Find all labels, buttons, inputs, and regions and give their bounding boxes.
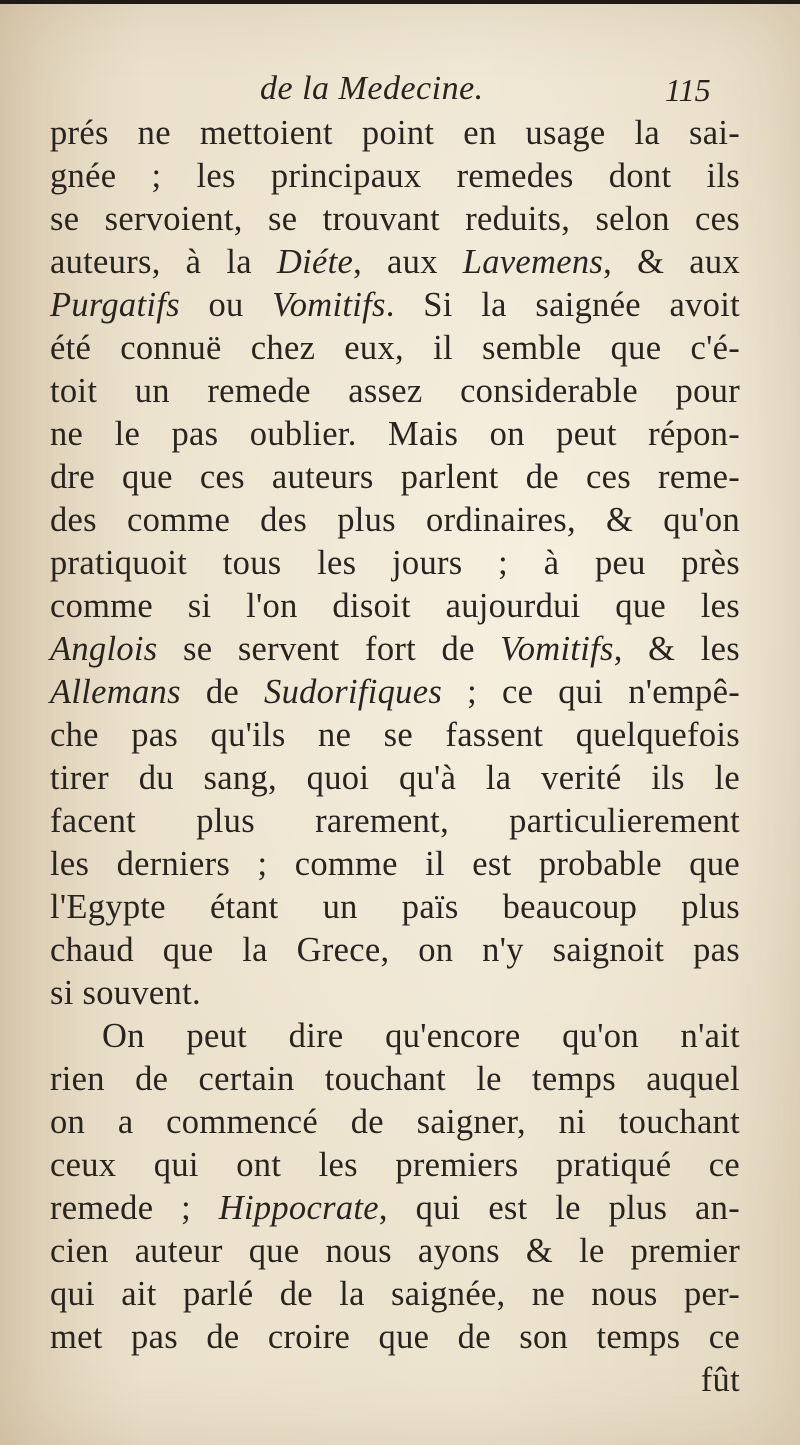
text-line: on a commencé de saigner, ni touchant bbox=[50, 1103, 740, 1141]
text-line: gnée ; les principaux remedes dont ils bbox=[50, 157, 740, 195]
text-line bbox=[50, 284, 740, 327]
text-line: été connuë chez eux, il semble que c'é- bbox=[50, 329, 740, 367]
body-text bbox=[50, 112, 740, 1402]
text-run: , & aux bbox=[603, 243, 740, 281]
italic-term: Purgatifs bbox=[50, 286, 180, 324]
text-line bbox=[50, 628, 740, 671]
italic-term: Sudorifiques bbox=[264, 673, 443, 711]
text-line: comme si l'on disoit aujourdui que les bbox=[50, 587, 740, 625]
italic-term: Diéte bbox=[276, 243, 354, 281]
italic-term: Hippocrate bbox=[218, 1189, 379, 1227]
text-line: chaud que la Grece, on n'y saignoit pas bbox=[50, 931, 740, 969]
text-run: . Si la saignée avoit bbox=[385, 286, 741, 324]
top-edge-rule bbox=[0, 0, 800, 4]
text-line: cien auteur que nous ayons & le premier bbox=[50, 1232, 740, 1270]
text-line bbox=[50, 1187, 740, 1230]
running-head: de la Medecine. bbox=[260, 70, 484, 107]
text-line: des comme des plus ordinaires, & qu'on bbox=[50, 501, 740, 539]
text-run: , aux bbox=[353, 243, 463, 281]
italic-term: Lavemens bbox=[462, 243, 604, 281]
italic-term: Vomitifs bbox=[272, 286, 386, 324]
italic-term: Anglois bbox=[50, 630, 158, 668]
text-line: dre que ces auteurs parlent de ces reme- bbox=[50, 458, 740, 496]
text-run: se servent fort de bbox=[157, 630, 501, 668]
italic-term: Vomitifs bbox=[500, 630, 614, 668]
text-run: , qui est le plus an- bbox=[378, 1189, 740, 1227]
text-line: che pas qu'ils ne se fassent quelquefois bbox=[50, 716, 740, 754]
text-line: pratiquoit tous les jours ; à peu près bbox=[50, 544, 740, 582]
text-line: ne le pas oublier. Mais on peut répon- bbox=[50, 415, 740, 453]
text-run: de bbox=[180, 673, 265, 711]
italic-term: Allemans bbox=[50, 673, 181, 711]
text-run: ; ce qui n'empê- bbox=[442, 673, 741, 711]
text-line: rien de certain touchant le temps auquel bbox=[50, 1060, 740, 1098]
text-line: facent plus rarement, particulierement bbox=[50, 802, 740, 840]
text-line: l'Egypte étant un païs beaucoup plus bbox=[50, 888, 740, 926]
text-line: qui ait parlé de la saignée, ne nous per- bbox=[50, 1275, 740, 1313]
text-line: prés ne mettoient point en usage la sai- bbox=[50, 114, 740, 152]
text-run: , & les bbox=[613, 630, 740, 668]
text-line: toit un remede assez considerable pour bbox=[50, 372, 740, 410]
text-run: auteurs, à la bbox=[50, 243, 277, 281]
text-run: ou bbox=[179, 286, 273, 324]
text-line: met pas de croire que de son temps ce bbox=[50, 1318, 740, 1356]
text-line: les derniers ; comme il est probable que bbox=[50, 845, 740, 883]
text-run: remede ; bbox=[50, 1189, 219, 1227]
text-line: si souvent. bbox=[50, 974, 201, 1012]
catchword: fût bbox=[700, 1361, 740, 1399]
text-line bbox=[50, 671, 740, 714]
text-line bbox=[50, 241, 740, 284]
text-line: On peut dire qu'encore qu'on n'ait bbox=[102, 1017, 740, 1055]
text-line: se servoient, se trouvant reduits, selon ces bbox=[50, 200, 740, 238]
page-number: 115 bbox=[665, 72, 711, 108]
text-line: ceux qui ont les premiers pratiqué ce bbox=[50, 1146, 740, 1184]
text-line: tirer du sang, quoi qu'à la verité ils le bbox=[50, 759, 740, 797]
